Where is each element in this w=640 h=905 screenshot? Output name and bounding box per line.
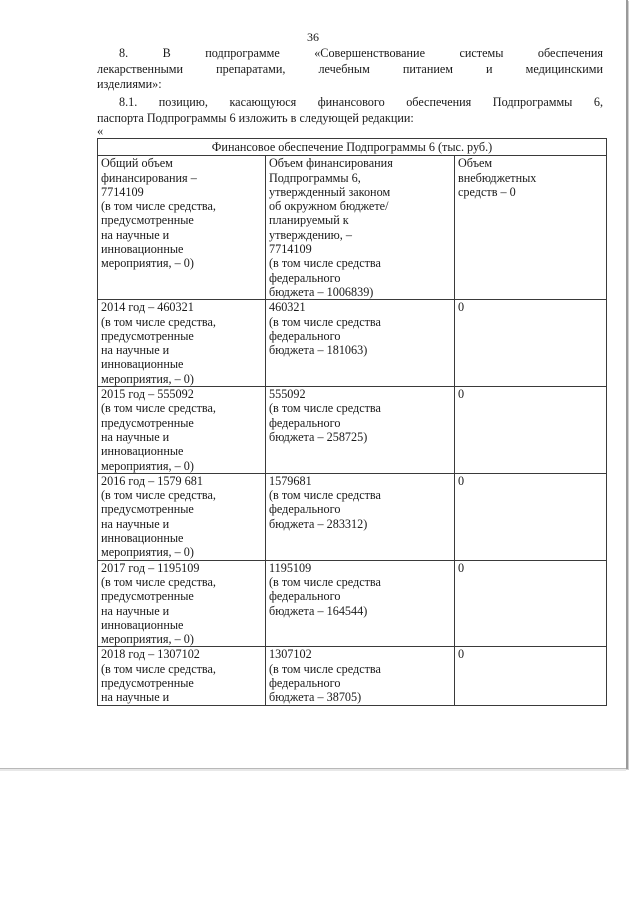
cell-line: предусмотренные	[101, 502, 194, 517]
cell-line: на научные и	[101, 690, 170, 705]
cell-line: на научные и	[101, 429, 170, 444]
cell-line: на научные и	[101, 227, 170, 242]
cell-line: (в том числе средства	[269, 256, 381, 271]
page-edge	[0, 769, 626, 771]
cell-line: инновационные	[101, 444, 184, 459]
cell-line: 1195109	[269, 560, 312, 575]
cell-line: федерального	[269, 502, 341, 517]
table-body	[98, 156, 607, 705]
cell-line: инновационные	[101, 242, 184, 257]
paragraph-line: лекарственными препаратами, лечебным питанием и медицинскими	[97, 61, 603, 76]
cell-line: инновационные	[101, 617, 184, 632]
table-cell-col3	[455, 156, 607, 300]
table-cell-col3	[455, 300, 607, 387]
cell-line: 0	[458, 560, 465, 575]
cell-line: на научные и	[101, 343, 170, 358]
table-cell-col2	[266, 387, 455, 474]
paragraph-line: изделиями»:	[97, 77, 162, 91]
table-cell-col2	[266, 473, 455, 560]
cell-line: (в том числе средства,	[101, 314, 216, 329]
table-cell-col1	[98, 560, 266, 647]
paragraph-line: паспорта Подпрограммы 6 изложить в следующей редакции:	[97, 110, 414, 125]
table-cell-col2	[266, 156, 455, 300]
cell-line: (в том числе средства,	[101, 574, 216, 589]
opening-quote: «	[97, 124, 104, 138]
table-row	[98, 156, 607, 300]
cell-line: утверждению, –	[269, 227, 352, 242]
table-row	[98, 647, 607, 705]
cell-line: финансирования –	[101, 170, 197, 185]
cell-line: мероприятия, – 0)	[101, 256, 194, 271]
paragraph-8	[97, 46, 603, 93]
cell-line: (в том числе средства	[269, 314, 381, 329]
cell-line: бюджета – 283312)	[269, 516, 368, 531]
cell-line: 0	[458, 387, 465, 402]
cell-line: (в том числе средства,	[101, 488, 216, 503]
page-number: 36	[307, 30, 319, 44]
cell-line: бюджета – 1006839)	[269, 284, 374, 299]
table-cell-col2	[266, 300, 455, 387]
cell-line: федерального	[269, 589, 341, 604]
table-cell-col1	[98, 156, 266, 300]
cell-line: внебюджетных	[458, 170, 537, 185]
cell-line: бюджета – 181063)	[269, 343, 368, 358]
cell-line: федерального	[269, 675, 341, 690]
cell-line: мероприятия, – 0)	[101, 545, 194, 560]
cell-line: на научные и	[101, 516, 170, 531]
cell-line: предусмотренные	[101, 213, 194, 228]
cell-line: мероприятия, – 0)	[101, 371, 194, 386]
cell-line: 1307102	[269, 647, 312, 662]
cell-line: Объем	[458, 156, 493, 171]
cell-line: (в том числе средства	[269, 488, 381, 503]
paragraph-line: 8.1. позицию, касающуюся финансового обеспечения Подпрограммы 6,	[119, 95, 603, 109]
cell-line: 0	[458, 473, 465, 488]
table-header: Финансовое обеспечение Подпрограммы 6 (тыс. руб.)	[98, 139, 607, 156]
table-cell-col3	[455, 473, 607, 560]
financing-table	[97, 138, 607, 706]
table-cell-col1	[98, 647, 266, 705]
table-row	[98, 560, 607, 647]
cell-line: 2016 год – 1579 681	[101, 473, 203, 488]
cell-line: 0	[458, 300, 465, 315]
cell-line: 7714109	[269, 242, 312, 257]
cell-line: (в том числе средства,	[101, 199, 216, 214]
table-cell-col1	[98, 473, 266, 560]
cell-line: федерального	[269, 270, 341, 285]
cell-line: 2015 год – 555092	[101, 387, 194, 402]
cell-line: 2014 год – 460321	[101, 300, 194, 315]
cell-line: 2018 год – 1307102	[101, 647, 200, 662]
cell-line: Подпрограммы 6,	[269, 170, 361, 185]
paragraph-line: 8. В подпрограмме «Совершенствование системы обеспечения	[119, 46, 603, 60]
paragraph-8-1	[97, 95, 603, 126]
table-cell-col3	[455, 387, 607, 474]
cell-line: (в том числе средства	[269, 574, 381, 589]
table-cell-col1	[98, 387, 266, 474]
cell-line: инновационные	[101, 357, 184, 372]
cell-line: бюджета – 164544)	[269, 603, 368, 618]
table-row	[98, 473, 607, 560]
cell-line: 460321	[269, 300, 306, 315]
cell-line: предусмотренные	[101, 589, 194, 604]
cell-line: средств – 0	[458, 184, 516, 199]
table-cell-col2	[266, 560, 455, 647]
cell-line: инновационные	[101, 531, 184, 546]
cell-line: утвержденный законом	[269, 184, 391, 199]
cell-line: 555092	[269, 387, 306, 402]
cell-line: предусмотренные	[101, 675, 194, 690]
table-cell-col2	[266, 647, 455, 705]
cell-line: федерального	[269, 328, 341, 343]
cell-line: (в том числе средства	[269, 401, 381, 416]
cell-line: 1579681	[269, 473, 312, 488]
cell-line: (в том числе средства	[269, 661, 381, 676]
cell-line: 0	[458, 647, 465, 662]
cell-line: мероприятия, – 0)	[101, 632, 194, 647]
cell-line: бюджета – 258725)	[269, 429, 368, 444]
cell-line: (в том числе средства,	[101, 401, 216, 416]
table-cell-col3	[455, 560, 607, 647]
cell-line: (в том числе средства,	[101, 661, 216, 676]
cell-line: предусмотренные	[101, 328, 194, 343]
table-cell-col3	[455, 647, 607, 705]
cell-line: мероприятия, – 0)	[101, 458, 194, 473]
table-cell-col1	[98, 300, 266, 387]
cell-line: бюджета – 38705)	[269, 690, 362, 705]
cell-line: Объем финансирования	[269, 156, 393, 171]
cell-line: федерального	[269, 415, 341, 430]
table-row	[98, 387, 607, 474]
cell-line: об окружном бюджете/	[269, 199, 389, 214]
cell-line: на научные и	[101, 603, 170, 618]
cell-line: 2017 год – 1195109	[101, 560, 200, 575]
cell-line: планируемый к	[269, 213, 349, 228]
cell-line: предусмотренные	[101, 415, 194, 430]
cell-line: Общий объем	[101, 156, 173, 171]
table-row	[98, 300, 607, 387]
cell-line: 7714109	[101, 184, 144, 199]
